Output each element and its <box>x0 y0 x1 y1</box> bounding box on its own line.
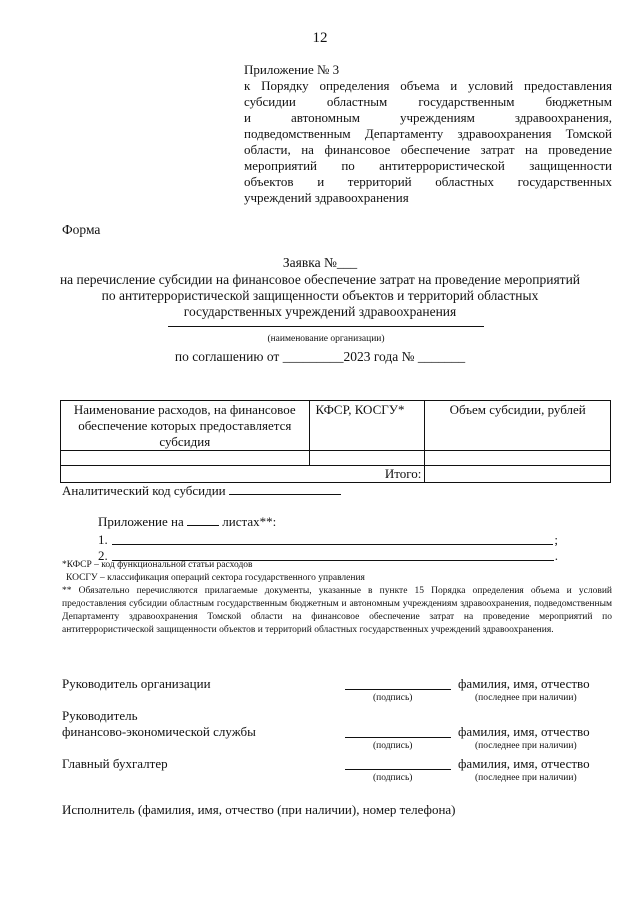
attachment-end: ; <box>554 532 558 547</box>
signature-caption: (подпись) <box>373 741 413 751</box>
attachments-block <box>98 514 558 564</box>
page-number: 12 <box>312 30 328 46</box>
full-name-label: фамилия, имя, отчество <box>458 676 590 691</box>
total-label: Итого: <box>61 466 425 483</box>
attachments-prefix: Приложение на <box>98 514 184 529</box>
footnote-kosgu: КОСГУ – классификация операций сектора государственного управления <box>66 573 365 583</box>
attachment-number: 2. <box>98 548 108 563</box>
request-subtitle-line: государственных учреждений здравоохранения <box>183 304 457 319</box>
annex-line: субсидии областным государственным бюджетным <box>244 94 612 109</box>
analytic-code-row <box>62 483 341 499</box>
signature-caption: (подпись) <box>373 773 413 783</box>
executor-line: Исполнитель (фамилия, имя, отчество (при наличии), номер телефона) <box>62 802 456 817</box>
annex-line: учреждений здравоохранения <box>244 190 409 205</box>
signature-label: Главный бухгалтер <box>62 756 168 771</box>
table-row <box>61 451 611 466</box>
signature-label: Руководитель <box>62 708 138 723</box>
agreement-number-blank[interactable]: _______ <box>417 349 466 364</box>
annex-line: объектов и территорий областных государственных <box>244 174 612 189</box>
annex-line: и автономным учреждениям здравоохранения, <box>244 110 612 125</box>
attachments-pages-field[interactable] <box>187 514 219 526</box>
header-kfsr-kosgu: КФСР, КОСГУ* <box>309 401 425 451</box>
organization-name-field[interactable] <box>168 326 484 327</box>
table-total-row <box>61 466 611 483</box>
table-cell[interactable] <box>425 451 611 466</box>
footnote-kfsr: *КФСР – код функциональной статьи расходов <box>62 560 253 570</box>
expenses-table <box>60 400 611 483</box>
patronymic-caption: (последнее при наличии) <box>475 693 577 703</box>
attachment-field[interactable] <box>112 544 554 545</box>
request-subtitle-line: по антитеррористической защищенности объектов и территорий областных <box>101 288 539 303</box>
organization-caption: (наименование организации) <box>267 334 385 344</box>
attachment-end: . <box>554 548 558 563</box>
signature-field[interactable] <box>345 737 451 738</box>
signature-caption: (подпись) <box>373 693 413 703</box>
request-title: Заявка №___ <box>282 255 358 270</box>
patronymic-caption: (последнее при наличии) <box>475 773 577 783</box>
signature-field[interactable] <box>345 689 451 690</box>
agreement-prefix: по соглашению от <box>174 349 283 364</box>
annex-line: мероприятий по антитеррористической защищенности <box>244 158 612 173</box>
footnote-mandatory: ** Обязательно перечисляются прилагаемые документы, указанные в пункте 15 Порядка определения объема и условий предоставления субсидии областным государственным бюджетным и автономным учреждениям здравоохранения, подведомственным Департаменту здравоохранения Томской области на финансовое обеспечение затрат на проведение мероприятий по антитеррористической защищенности объектов и территорий областных государственных учреждений здравоохранения. <box>62 586 612 635</box>
annex-line: к Порядку определения объема и условий предоставления <box>244 78 612 93</box>
form-label: Форма <box>62 222 101 237</box>
attachment-item-1 <box>98 532 558 548</box>
annex-line: подведомственным Департаменту здравоохранения Томской <box>244 126 612 141</box>
full-name-label: фамилия, имя, отчество <box>458 724 590 739</box>
signature-label: финансово-экономической службы <box>62 724 256 739</box>
annex-header <box>244 62 612 206</box>
total-value-cell[interactable] <box>425 466 611 483</box>
header-expense-name: Наименование расходов, на финансовое обеспечение которых предоставляется субсидия <box>61 401 310 451</box>
attachments-header <box>98 514 558 530</box>
signature-label: Руководитель организации <box>62 676 211 691</box>
agreement-date-blank[interactable]: _________ <box>282 349 344 364</box>
annex-line: области, на финансовое обеспечение затрат на проведение <box>244 142 612 157</box>
signature-field[interactable] <box>345 769 451 770</box>
annex-line: Приложение № 3 <box>244 62 340 77</box>
full-name-label: фамилия, имя, отчество <box>458 756 590 771</box>
request-subtitle-line: на перечисление субсидии на финансовое обеспечение затрат на проведение мероприятий <box>59 272 581 287</box>
patronymic-caption: (последнее при наличии) <box>475 741 577 751</box>
header-subsidy-amount: Объем субсидии, рублей <box>425 401 611 451</box>
table-header-row <box>61 401 611 451</box>
table-cell[interactable] <box>309 451 425 466</box>
footnotes <box>62 559 612 637</box>
table-cell[interactable] <box>61 451 310 466</box>
attachment-number: 1. <box>98 532 108 547</box>
agreement-line <box>0 349 640 365</box>
attachments-suffix: листах**: <box>222 514 277 529</box>
agreement-year: 2023 года № <box>343 349 418 364</box>
signature-head <box>62 676 612 706</box>
analytic-code-field[interactable] <box>229 483 341 495</box>
signature-accountant <box>62 756 612 786</box>
analytic-code-label: Аналитический код субсидии <box>62 483 226 498</box>
signature-finance <box>62 708 612 754</box>
